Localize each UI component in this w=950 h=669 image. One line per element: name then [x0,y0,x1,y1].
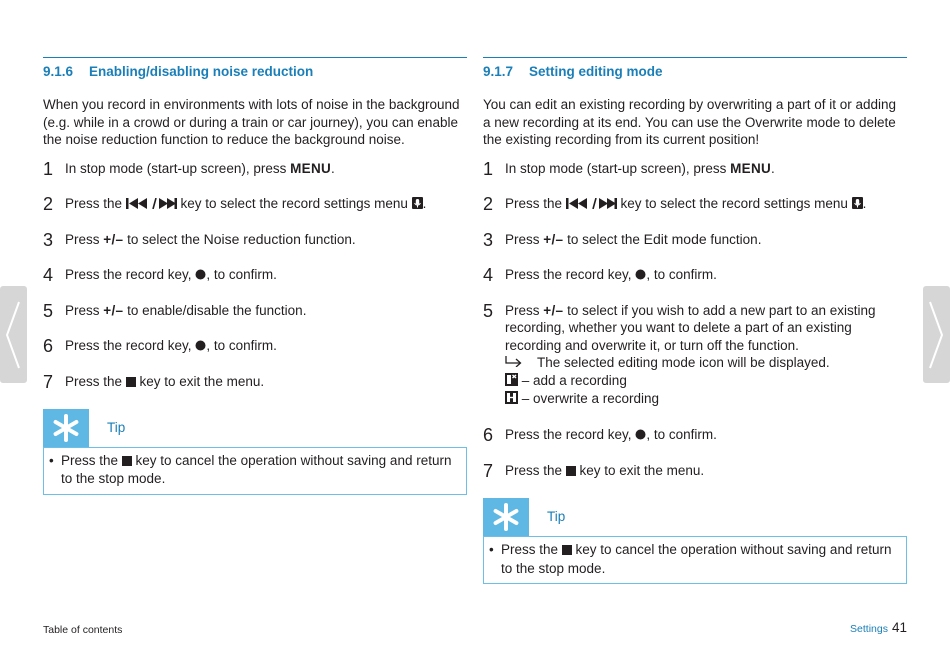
step-text: , to confirm. [646,266,717,282]
step-number: 1 [483,158,494,179]
plus-minus-key-label: +/– [103,302,124,318]
step-text: In stop mode (start-up screen), press [65,160,291,176]
record-dot-icon [195,267,206,285]
step-text: , to confirm. [646,427,717,442]
bullet: • [489,542,494,557]
step-text: Press the record key, [505,427,636,442]
step-text: Press [505,231,544,247]
stop-square-icon [126,374,136,392]
tip-text [48,452,456,488]
record-dot-icon [635,427,646,445]
bullet: • [49,452,54,468]
tip-text [488,541,896,577]
tip-text-part: Press the [61,452,122,468]
step-text: Press the [65,195,126,211]
chevron-right-icon [927,300,945,370]
step-number: 5 [43,300,54,321]
result-arrow-icon [505,354,523,372]
menu-key-label: MENU [730,160,772,176]
section-editing-mode [483,57,907,584]
tip-asterisk-icon [483,498,529,536]
tip-text-part: Press the [501,542,562,557]
step-text: Press the record key, [65,337,196,353]
step-text: Press [505,302,544,318]
intro-paragraph: When you record in environments with lots of noise in the background (e.g. while in a crowd or during a train or car journey), you can enable the noise reduction function to reduce the background noise. [43,97,460,147]
step-text: , to confirm. [206,337,277,353]
step-number: 3 [483,229,494,250]
step-result [505,354,907,372]
mode-add-label: – add a recording [518,372,627,388]
plus-minus-key-label: +/– [543,302,564,318]
microphone-settings-icon [412,196,423,214]
step-7 [483,462,907,481]
tip-text-part: key to cancel the operation without saving and return to the stop mode. [501,542,892,576]
microphone-settings-icon [852,196,863,214]
section-rule [43,57,467,58]
step-text: . [331,160,335,176]
stop-square-icon [122,453,132,471]
tip-box [43,447,467,495]
step-list [43,160,467,392]
tip-header [43,409,467,447]
step-text: to select the [563,231,644,247]
step-text: Press the record key, [65,266,196,282]
tip-text-part: key to cancel the operation without saving and return to the stop mode. [61,452,452,486]
plus-minus-key-label: +/– [103,231,124,247]
page-footer [850,620,907,635]
step-text: key to exit the menu. [135,373,265,389]
step-text: function. [706,231,762,247]
step-text: Press the [65,373,126,389]
edit-add-icon [505,373,518,391]
function-name: Noise reduction [203,230,301,247]
next-page-tab[interactable] [923,286,950,383]
step-text: Press the [505,195,566,211]
step-text: Press [65,302,104,318]
step-1 [483,160,907,178]
step-4 [43,266,467,285]
step-number: 2 [43,193,54,214]
step-4 [483,266,907,285]
stop-square-icon [562,542,572,560]
chevron-left-icon [4,300,22,370]
skip-prev-next-icon [566,196,617,214]
step-text: . [422,195,427,211]
function-name: Edit mode [643,230,707,247]
tip-header [483,498,907,536]
tip-label: Tip [107,419,126,435]
menu-key-label: MENU [290,160,332,176]
section-title: Enabling/disabling noise reduction [89,64,314,79]
tip-box [483,536,907,584]
step-5 [43,302,467,320]
record-dot-icon [635,267,646,285]
step-6 [43,337,467,356]
step-number: 1 [43,158,54,179]
step-list [483,160,907,481]
stop-square-icon [566,463,576,481]
table-of-contents-link[interactable]: Table of contents [43,624,123,636]
section-rule [483,57,907,58]
step-6 [483,426,907,445]
section-title: Setting editing mode [529,64,663,79]
step-number: 4 [43,264,54,285]
edit-overwrite-icon [505,391,518,409]
page-number: 41 [891,620,907,635]
step-text: key to select the record settings menu [176,195,412,211]
skip-prev-next-icon [126,196,177,214]
step-number: 3 [43,229,54,250]
settings-section-link[interactable]: Settings [850,623,888,635]
mode-overwrite-label: – overwrite a recording [518,391,660,406]
mode-overwrite-line [505,390,907,409]
section-heading [483,64,907,84]
section-noise-reduction [43,57,467,495]
step-2 [43,195,467,214]
step-3 [43,231,467,249]
step-text: to select the [123,231,204,247]
section-number: 9.1.7 [483,64,514,79]
step-text: to select if you wish to add a new part to an existing recording, whether you want to delete a part of an existing recording and overwrite it, or turn off the function. [505,302,876,353]
step-text: . [771,160,775,176]
step-text: . [862,195,867,211]
step-number: 7 [43,371,54,392]
step-text: to enable/disable the function. [123,302,307,318]
step-text: , to confirm. [206,266,277,282]
step-text: key to select the record settings menu [616,195,852,211]
step-text: Press the [505,463,566,478]
tip-label: Tip [547,509,566,524]
step-5 [483,302,907,409]
step-2 [483,195,907,214]
plus-minus-key-label: +/– [543,231,564,247]
step-number: 2 [483,193,494,214]
step-7 [43,373,467,392]
step-number: 4 [483,264,494,285]
mode-add-line [505,372,907,391]
step-number: 6 [483,425,494,445]
step-text: Press the record key, [505,266,636,282]
section-number: 9.1.6 [43,64,74,79]
step-number: 6 [43,335,54,356]
step-text: In stop mode (start-up screen), press [505,160,731,176]
intro-paragraph: You can edit an existing recording by overwriting a part of it or adding a new recording at its end. You can use the Overwrite mode to delete the existing recording from its current position! [483,97,896,147]
step-text: key to exit the menu. [575,463,705,478]
step-1 [43,160,467,178]
result-text: The selected editing mode icon will be displayed. [537,355,830,370]
step-number: 5 [483,300,494,321]
step-text: Press [65,231,104,247]
tip-asterisk-icon [43,409,89,447]
step-3 [483,231,907,249]
step-text: function. [300,231,356,247]
previous-page-tab[interactable] [0,286,27,383]
section-heading [43,64,467,84]
step-number: 7 [483,461,494,481]
record-dot-icon [195,338,206,356]
